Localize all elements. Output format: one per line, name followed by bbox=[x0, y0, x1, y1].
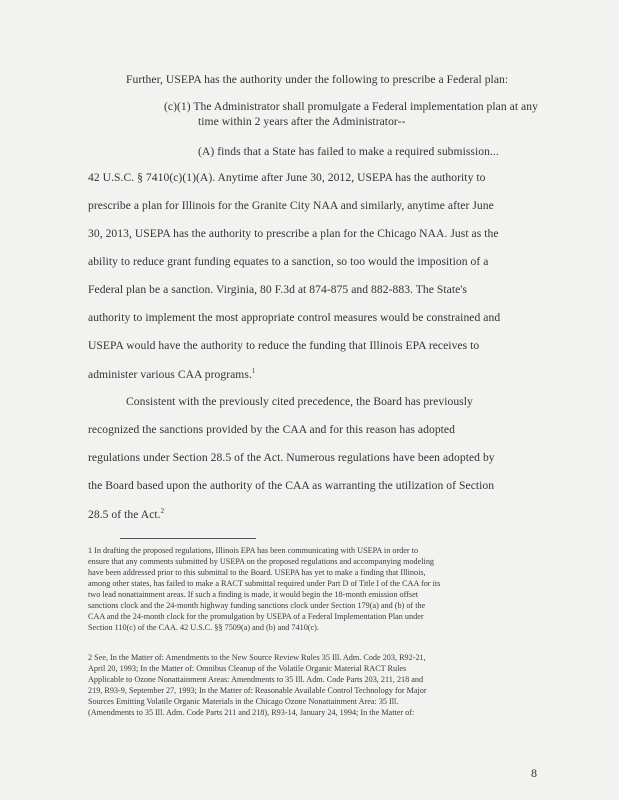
footnote-2-line: April 20, 1993; In the Matter of: Omnibus Cleanup of the Volatile Organic Material RACT Rules bbox=[88, 664, 407, 673]
body-line: authority to implement the most appropriate control measures would be constrained and bbox=[88, 311, 501, 324]
body-line: ability to reduce grant funding equates to a sanction, so too would the imposition of a bbox=[88, 255, 489, 268]
footnote-1-line: CAA and the 24-month clock for the promulgation by USEPA of a Federal Implementation Plan under bbox=[88, 612, 424, 621]
body-line bbox=[88, 367, 255, 381]
footnote-2-line: 219, R93-9, September 27, 1993; In the Matter of: Reasonable Available Control Technology for Major bbox=[88, 686, 427, 695]
footnote-2-line: 2 See, In the Matter of: Amendments to the New Source Review Rules 35 Ill. Adm. Code 203, R92-21, bbox=[88, 653, 426, 662]
page-number: 8 bbox=[531, 766, 537, 780]
body-line: 30, 2013, USEPA has the authority to prescribe a plan for the Chicago NAA. Just as the bbox=[88, 227, 499, 240]
body-line: the Board based upon the authority of the CAA as warranting the utilization of Section bbox=[88, 479, 495, 492]
footnote-1-line: ensure that any comments submitted by USEPA on the proposed regulations and accompanying modeling bbox=[88, 557, 435, 566]
quote-line: (c)(1) The Administrator shall promulgate a Federal implementation plan at any bbox=[164, 100, 538, 113]
footnote-ref-2: 2 bbox=[160, 507, 165, 515]
footnote-1-line: two lead nonattainment areas. If such a finding is made, it would begin the 18-month emission offset bbox=[88, 590, 419, 599]
footnote-divider bbox=[120, 538, 256, 539]
body-line bbox=[88, 507, 164, 521]
quote-line: (A) finds that a State has failed to make a required submission... bbox=[198, 145, 499, 158]
body-line: Further, USEPA has the authority under the following to prescribe a Federal plan: bbox=[126, 73, 509, 86]
body-text: administer various CAA programs. bbox=[88, 367, 252, 381]
quote-line: time within 2 years after the Administrator-- bbox=[198, 115, 406, 128]
body-line: Consistent with the previously cited precedence, the Board has previously bbox=[126, 395, 473, 408]
body-line: recognized the sanctions provided by the CAA and for this reason has adopted bbox=[88, 423, 455, 436]
footnote-ref-1: 1 bbox=[251, 367, 256, 375]
body-line: prescribe a plan for Illinois for the Granite City NAA and similarly, anytime after June bbox=[88, 199, 494, 212]
footnote-1-line: among other states, has failed to make a RACT submittal required under Part D of Title I of the CAA for its bbox=[88, 579, 441, 588]
footnote-1-line: have been addressed prior to this submittal to the Board. USEPA has yet to make a finding that Illinois, bbox=[88, 568, 426, 577]
footnote-2-line: Sources Emitting Volatile Organic Materials in the Chicago Ozone Nonattainment Area: 35 Ill. bbox=[88, 697, 399, 706]
body-line: regulations under Section 28.5 of the Act. Numerous regulations have been adopted by bbox=[88, 451, 495, 464]
footnote-1-line: 1 In drafting the proposed regulations, Illinois EPA has been communicating with USEPA in order to bbox=[88, 546, 419, 555]
footnote-2-line: Applicable to Ozone Nonattainment Areas: Amendments to 35 Ill. Adm. Code Parts 203, 211, 218 and bbox=[88, 675, 424, 684]
body-text: 28.5 of the Act. bbox=[88, 507, 161, 521]
footnote-2-line: (Amendments to 35 Ill. Adm. Code Parts 211 and 218), R93-14, January 24, 1994; In the Matter of: bbox=[88, 708, 415, 717]
body-line: USEPA would have the authority to reduce the funding that Illinois EPA receives to bbox=[88, 339, 480, 352]
footnote-1-line: sanctions clock and the 24-month highway funding sanctions clock under Section 179(a) and (b) of the bbox=[88, 601, 426, 610]
body-line: 42 U.S.C. § 7410(c)(1)(A). Anytime after June 30, 2012, USEPA has the authority to bbox=[88, 171, 486, 184]
footnote-1-line: Section 110(c) of the CAA. 42 U.S.C. §§ 7509(a) and (b) and 7410(c). bbox=[88, 623, 319, 632]
body-line: Federal plan be a sanction. Virginia, 80 F.3d at 874-875 and 882-883. The State's bbox=[88, 283, 467, 296]
